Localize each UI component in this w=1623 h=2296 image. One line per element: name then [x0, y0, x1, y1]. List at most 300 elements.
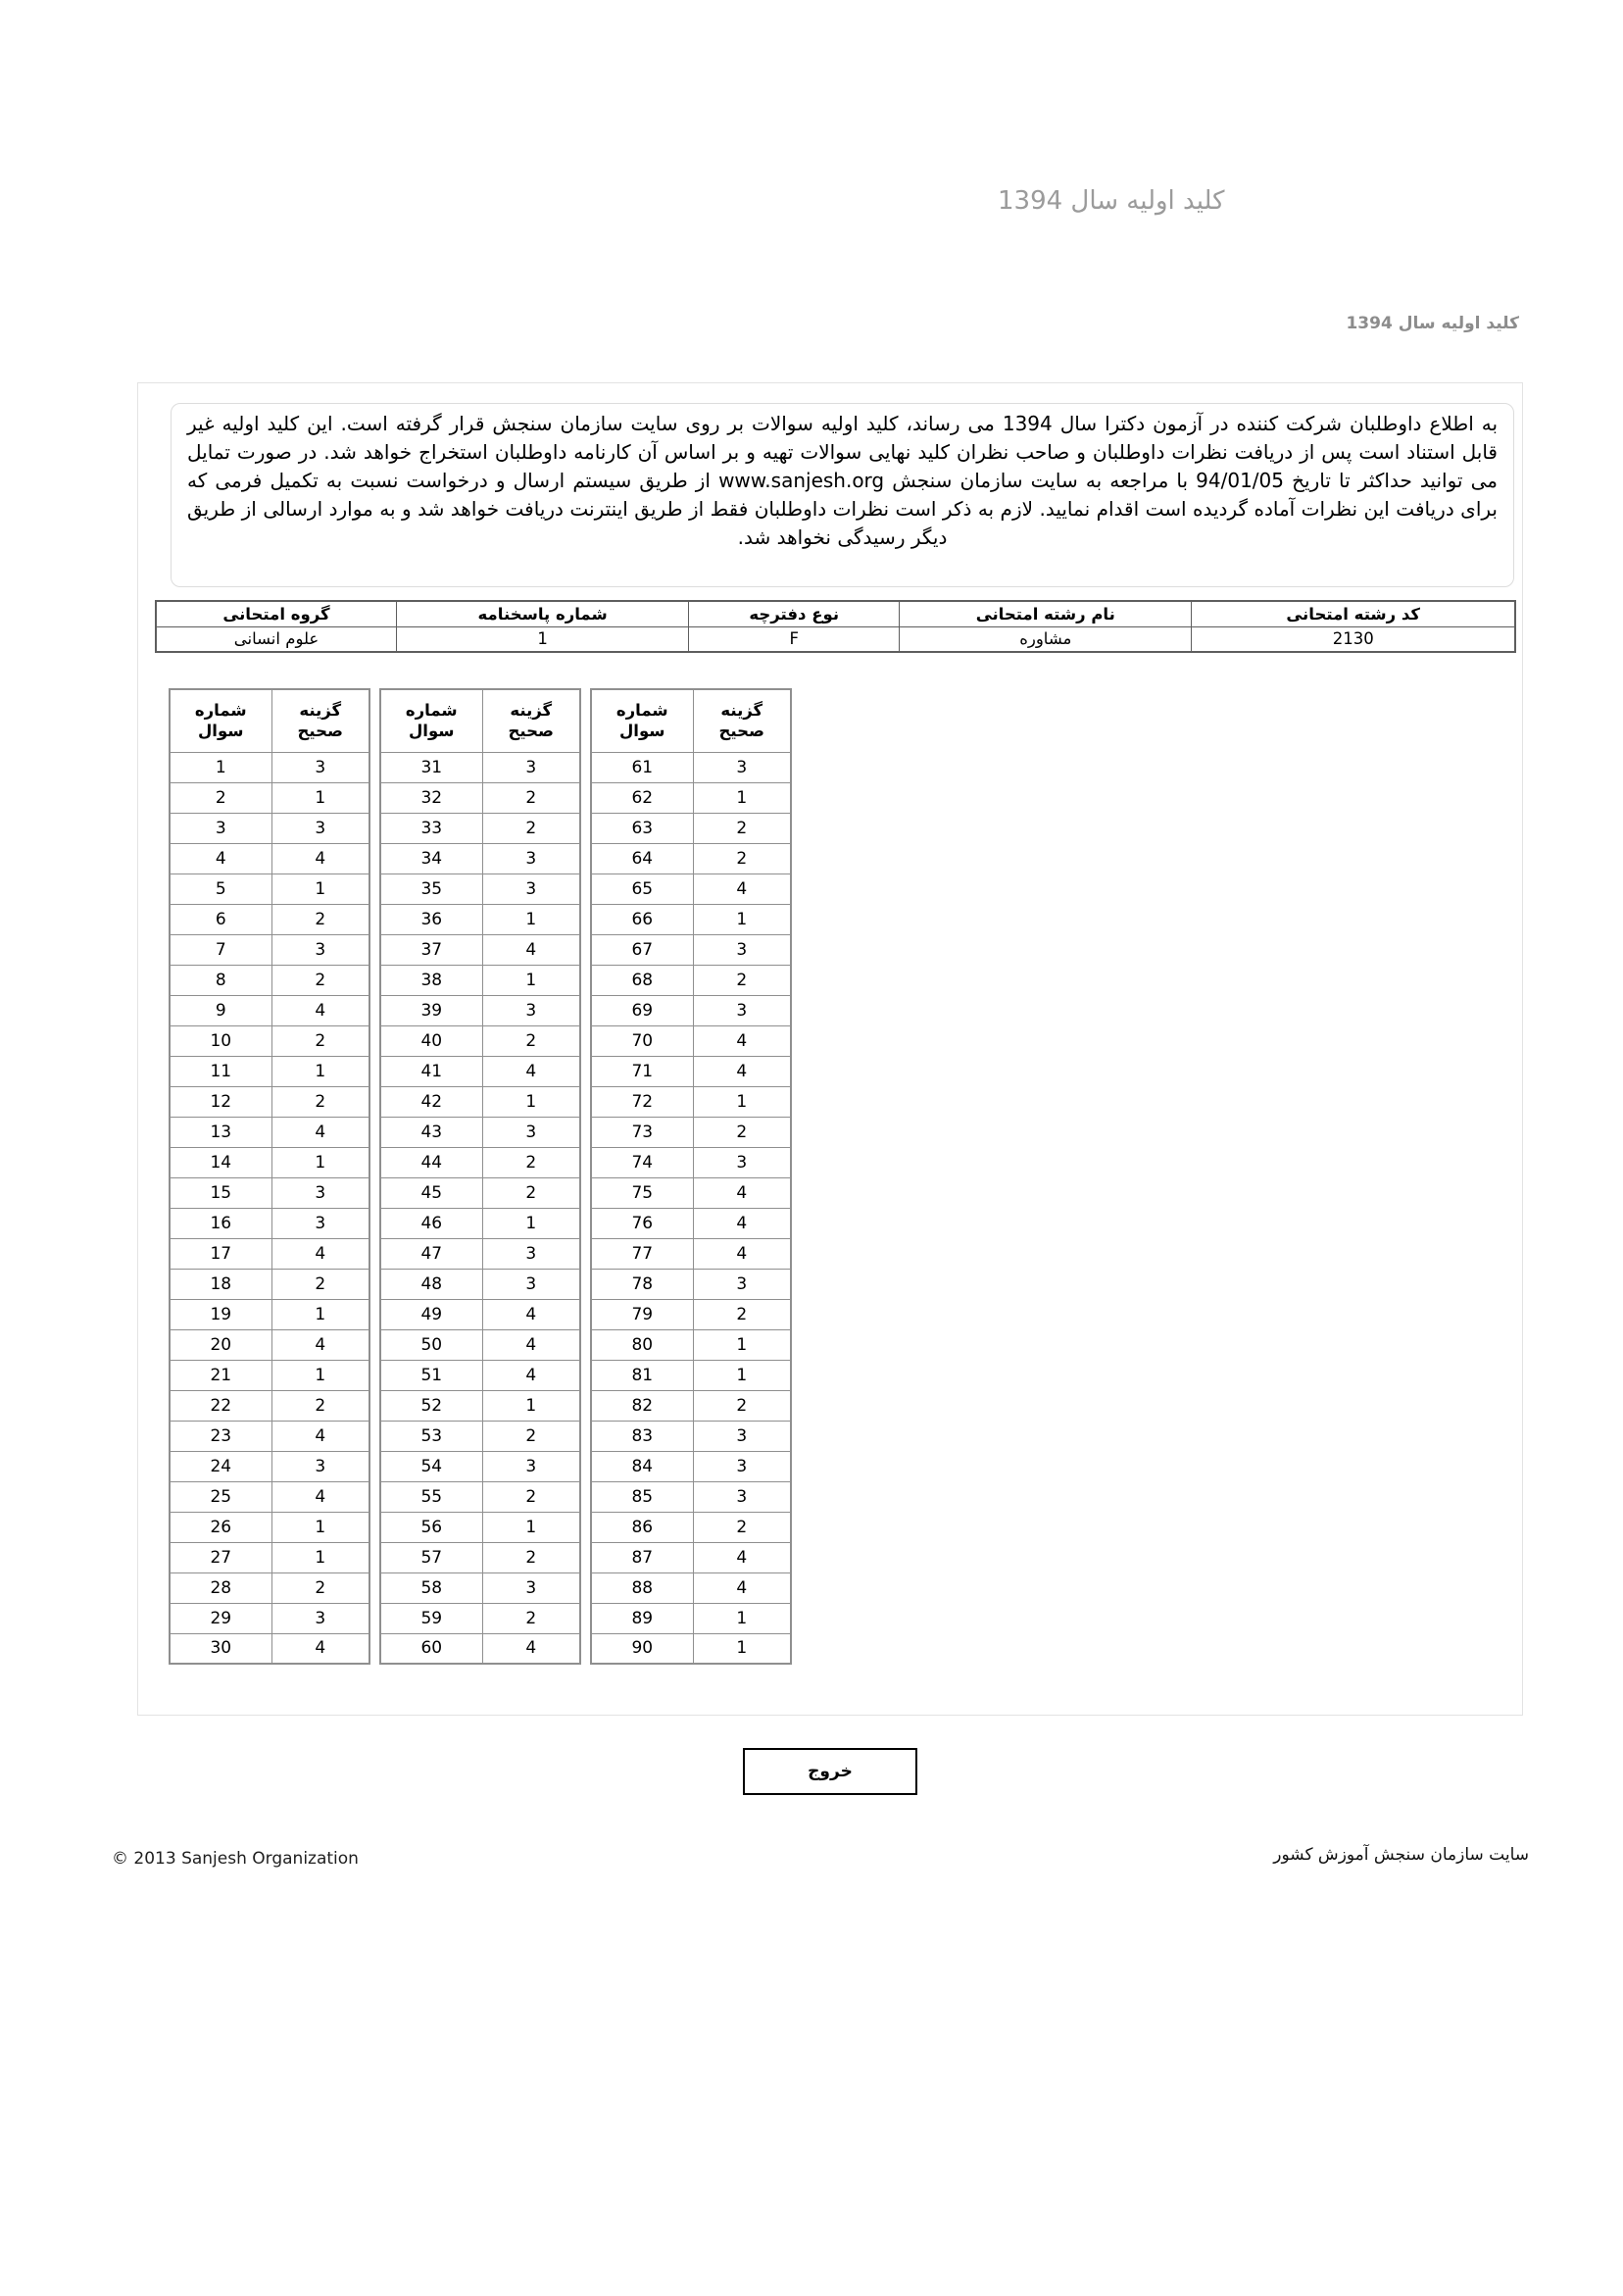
correct-option-cell: 1	[693, 1329, 791, 1360]
answer-row	[380, 1147, 580, 1177]
question-number-cell: 65	[591, 873, 693, 904]
answer-row	[170, 1421, 369, 1451]
question-number-cell: 59	[380, 1603, 482, 1633]
question-number-cell: 43	[380, 1117, 482, 1147]
answer-row	[591, 1572, 791, 1603]
question-number-cell: 38	[380, 965, 482, 995]
correct-option-cell: 3	[271, 813, 369, 843]
exam-info-header-booklet: نوع دفترچه	[689, 601, 900, 626]
correct-option-cell: 4	[693, 1238, 791, 1269]
correct-option-cell: 3	[482, 1117, 580, 1147]
correct-option-cell: 3	[482, 1572, 580, 1603]
question-number-cell: 84	[591, 1451, 693, 1481]
answer-row	[380, 1238, 580, 1269]
answer-row	[170, 1299, 369, 1329]
question-number-cell: 60	[380, 1633, 482, 1664]
question-number-cell: 69	[591, 995, 693, 1025]
correct-option-cell: 2	[482, 1421, 580, 1451]
correct-option-cell: 3	[482, 995, 580, 1025]
question-number-cell: 49	[380, 1299, 482, 1329]
question-number-cell: 8	[170, 965, 271, 995]
answer-row	[591, 843, 791, 873]
question-number-cell: 82	[591, 1390, 693, 1421]
question-number-cell: 29	[170, 1603, 271, 1633]
correct-option-cell: 3	[482, 1269, 580, 1299]
answer-row	[591, 1177, 791, 1208]
question-number-cell: 4	[170, 843, 271, 873]
answer-key-table-2	[379, 688, 581, 1665]
question-number-cell: 21	[170, 1360, 271, 1390]
question-number-header: شماره سوال	[170, 689, 271, 752]
question-number-cell: 36	[380, 904, 482, 934]
question-number-cell: 44	[380, 1147, 482, 1177]
answer-row	[591, 1481, 791, 1512]
correct-option-cell: 1	[271, 1542, 369, 1572]
correct-option-cell: 3	[693, 1451, 791, 1481]
question-number-cell: 68	[591, 965, 693, 995]
question-number-cell: 79	[591, 1299, 693, 1329]
correct-option-cell: 3	[693, 1269, 791, 1299]
answer-row	[380, 1481, 580, 1512]
answer-row	[591, 1147, 791, 1177]
answer-row	[170, 1208, 369, 1238]
answer-row	[170, 1025, 369, 1056]
question-number-cell: 35	[380, 873, 482, 904]
answer-row	[380, 1542, 580, 1572]
question-number-cell: 6	[170, 904, 271, 934]
answer-row	[380, 1360, 580, 1390]
correct-option-cell: 3	[693, 1147, 791, 1177]
correct-option-cell: 2	[271, 1269, 369, 1299]
correct-option-cell: 1	[482, 1086, 580, 1117]
question-number-cell: 40	[380, 1025, 482, 1056]
footer-copyright: © 2013 Sanjesh Organization	[112, 1849, 359, 1869]
answer-row	[591, 813, 791, 843]
question-number-cell: 24	[170, 1451, 271, 1481]
answer-row	[591, 1603, 791, 1633]
answer-row	[380, 1633, 580, 1664]
answer-row	[591, 752, 791, 782]
correct-option-cell: 1	[271, 782, 369, 813]
answer-row	[380, 965, 580, 995]
correct-option-cell: 2	[271, 1086, 369, 1117]
answer-row	[170, 813, 369, 843]
question-number-cell: 20	[170, 1329, 271, 1360]
correct-option-cell: 2	[693, 843, 791, 873]
correct-option-cell: 3	[482, 843, 580, 873]
answer-row	[170, 1512, 369, 1542]
question-number-cell: 17	[170, 1238, 271, 1269]
correct-option-cell: 3	[271, 1451, 369, 1481]
question-number-cell: 64	[591, 843, 693, 873]
correct-option-cell: 2	[482, 1542, 580, 1572]
correct-option-cell: 2	[482, 1603, 580, 1633]
question-number-cell: 27	[170, 1542, 271, 1572]
answer-row	[170, 1329, 369, 1360]
notice-box	[171, 403, 1514, 587]
correct-option-cell: 1	[693, 1633, 791, 1664]
correct-option-cell: 2	[482, 1177, 580, 1208]
question-number-cell: 85	[591, 1481, 693, 1512]
question-number-cell: 34	[380, 843, 482, 873]
answer-row	[380, 934, 580, 965]
question-number-cell: 71	[591, 1056, 693, 1086]
question-number-cell: 13	[170, 1117, 271, 1147]
answer-row	[170, 873, 369, 904]
correct-option-cell: 4	[271, 995, 369, 1025]
correct-option-cell: 4	[271, 1117, 369, 1147]
answer-row	[380, 1299, 580, 1329]
answer-row	[170, 843, 369, 873]
exam-info-value-sheet: 1	[397, 626, 689, 652]
exam-info-value-group: علوم انسانی	[156, 626, 397, 652]
question-number-cell: 89	[591, 1603, 693, 1633]
answer-row	[380, 995, 580, 1025]
correct-option-cell: 2	[693, 1512, 791, 1542]
question-number-cell: 39	[380, 995, 482, 1025]
correct-option-header: گزینه صحیح	[482, 689, 580, 752]
answer-row	[380, 1451, 580, 1481]
question-number-cell: 9	[170, 995, 271, 1025]
correct-option-cell: 3	[271, 752, 369, 782]
correct-option-cell: 1	[693, 904, 791, 934]
answer-row	[591, 1238, 791, 1269]
correct-option-cell: 3	[693, 752, 791, 782]
answer-row	[591, 965, 791, 995]
question-number-cell: 53	[380, 1421, 482, 1451]
question-number-cell: 18	[170, 1269, 271, 1299]
answer-row	[380, 1117, 580, 1147]
exam-info-header-group: گروه امتحانی	[156, 601, 397, 626]
answer-row	[591, 934, 791, 965]
question-number-cell: 58	[380, 1572, 482, 1603]
correct-option-cell: 4	[482, 1360, 580, 1390]
question-number-cell: 55	[380, 1481, 482, 1512]
question-number-cell: 2	[170, 782, 271, 813]
answer-row	[380, 1512, 580, 1542]
correct-option-cell: 3	[271, 934, 369, 965]
question-number-cell: 66	[591, 904, 693, 934]
correct-option-cell: 1	[271, 1360, 369, 1390]
correct-option-cell: 1	[482, 965, 580, 995]
question-number-cell: 30	[170, 1633, 271, 1664]
answer-row	[380, 1329, 580, 1360]
correct-option-header: گزینه صحیح	[693, 689, 791, 752]
correct-option-cell: 1	[271, 1299, 369, 1329]
correct-option-cell: 1	[482, 1208, 580, 1238]
answer-row	[170, 1238, 369, 1269]
question-number-cell: 46	[380, 1208, 482, 1238]
answer-row	[170, 782, 369, 813]
exam-info-table	[155, 600, 1516, 653]
answer-row	[380, 904, 580, 934]
question-number-cell: 57	[380, 1542, 482, 1572]
correct-option-cell: 1	[271, 873, 369, 904]
correct-option-cell: 3	[693, 995, 791, 1025]
question-number-cell: 28	[170, 1572, 271, 1603]
content-panel	[137, 382, 1523, 1716]
answer-row	[591, 1542, 791, 1572]
correct-option-cell: 2	[482, 813, 580, 843]
question-number-cell: 10	[170, 1025, 271, 1056]
exam-info-value-field: مشاوره	[900, 626, 1192, 652]
question-number-cell: 19	[170, 1299, 271, 1329]
answer-row	[591, 1451, 791, 1481]
correct-option-cell: 4	[693, 1208, 791, 1238]
button-row	[137, 1748, 1523, 1795]
answer-key-section	[169, 688, 1522, 1665]
answer-row	[380, 1177, 580, 1208]
answer-row	[591, 904, 791, 934]
question-number-cell: 90	[591, 1633, 693, 1664]
correct-option-cell: 2	[271, 1025, 369, 1056]
correct-option-cell: 4	[693, 1025, 791, 1056]
correct-option-cell: 2	[693, 1117, 791, 1147]
answer-row	[591, 1421, 791, 1451]
answer-row	[170, 1360, 369, 1390]
question-number-cell: 41	[380, 1056, 482, 1086]
answer-row	[170, 1086, 369, 1117]
question-number-cell: 22	[170, 1390, 271, 1421]
question-number-cell: 12	[170, 1086, 271, 1117]
answer-row	[591, 1512, 791, 1542]
correct-option-cell: 4	[482, 1633, 580, 1664]
correct-option-cell: 3	[271, 1208, 369, 1238]
answer-row	[380, 843, 580, 873]
correct-option-cell: 4	[271, 1481, 369, 1512]
question-number-cell: 14	[170, 1147, 271, 1177]
exam-info-value-code: 2130	[1192, 626, 1515, 652]
correct-option-cell: 2	[693, 813, 791, 843]
exam-info-header-code: کد رشته امتحانی	[1192, 601, 1515, 626]
question-number-cell: 16	[170, 1208, 271, 1238]
correct-option-cell: 4	[271, 1421, 369, 1451]
correct-option-cell: 2	[271, 904, 369, 934]
correct-option-cell: 4	[693, 1542, 791, 1572]
question-number-cell: 48	[380, 1269, 482, 1299]
correct-option-cell: 1	[271, 1056, 369, 1086]
correct-option-cell: 2	[693, 965, 791, 995]
answer-row	[380, 873, 580, 904]
correct-option-cell: 1	[482, 1390, 580, 1421]
question-number-cell: 72	[591, 1086, 693, 1117]
question-number-cell: 56	[380, 1512, 482, 1542]
correct-option-cell: 4	[271, 1329, 369, 1360]
question-number-cell: 47	[380, 1238, 482, 1269]
question-number-cell: 54	[380, 1451, 482, 1481]
answer-row	[170, 1177, 369, 1208]
correct-option-cell: 1	[693, 782, 791, 813]
question-number-cell: 25	[170, 1481, 271, 1512]
correct-option-cell: 2	[482, 1025, 580, 1056]
answer-row	[591, 1086, 791, 1117]
answer-row	[591, 1329, 791, 1360]
correct-option-cell: 3	[482, 1238, 580, 1269]
answer-row	[380, 1421, 580, 1451]
correct-option-cell: 4	[271, 1633, 369, 1664]
answer-row	[170, 752, 369, 782]
exam-info-header-field: نام رشته امتحانی	[900, 601, 1192, 626]
answer-row	[170, 995, 369, 1025]
question-number-cell: 75	[591, 1177, 693, 1208]
question-number-cell: 33	[380, 813, 482, 843]
correct-option-cell: 1	[693, 1360, 791, 1390]
question-number-cell: 51	[380, 1360, 482, 1390]
question-number-cell: 42	[380, 1086, 482, 1117]
answer-row	[170, 1269, 369, 1299]
footer-site-name: سایت سازمان سنجش آموزش کشور	[1273, 1845, 1529, 1865]
answer-header-row	[591, 689, 791, 752]
exit-button[interactable]: خروج	[743, 1748, 917, 1795]
correct-option-cell: 3	[693, 934, 791, 965]
correct-option-cell: 2	[482, 1147, 580, 1177]
answer-row	[380, 1269, 580, 1299]
correct-option-cell: 3	[693, 1421, 791, 1451]
panel-heading: کلید اولیه سال 1394	[1346, 314, 1519, 333]
answer-key-table-1	[169, 688, 370, 1665]
question-number-cell: 37	[380, 934, 482, 965]
question-number-cell: 7	[170, 934, 271, 965]
question-number-cell: 45	[380, 1177, 482, 1208]
question-number-cell: 23	[170, 1421, 271, 1451]
correct-option-cell: 3	[482, 873, 580, 904]
correct-option-cell: 1	[271, 1147, 369, 1177]
correct-option-cell: 4	[482, 934, 580, 965]
answer-key-table-3	[590, 688, 792, 1665]
correct-option-cell: 3	[271, 1603, 369, 1633]
answer-row	[380, 1208, 580, 1238]
answer-row	[591, 1208, 791, 1238]
question-number-cell: 70	[591, 1025, 693, 1056]
answer-row	[170, 1572, 369, 1603]
answer-row	[380, 1056, 580, 1086]
answer-row	[591, 995, 791, 1025]
answer-row	[170, 904, 369, 934]
question-number-cell: 80	[591, 1329, 693, 1360]
notice-text: به اطلاع داوطلبان شرکت کننده در آزمون دکترا سال 1394 می رساند، کلید اولیه سوالات بر روی سایت سازمان سنجش قرار گرفته است. این کلید اولیه غیر قابل استناد است پس از دریافت نظرات داوطلبان و صاحب نظران کلید نهایی سوالات تهیه و بر اساس آن کارنامه داوطلبان استخراج خواهد شد. در صورت تمایل می توانید حداکثر تا تاریخ 94/01/05 با مراجعه به سایت سازمان سنجش www.sanjesh.org از طریق سیستم ارسال و درخواست نسبت به تکمیل فرمی که برای دریافت این نظرات آماده گردیده است اقدام نمایید. لازم به ذکر است نظرات داوطلبان فقط از طریق اینترنت دریافت خواهد شد و به موارد ارسالی از طریق دیگر رسیدگی نخواهد شد.	[187, 412, 1499, 549]
question-number-cell: 86	[591, 1512, 693, 1542]
correct-option-cell: 1	[482, 1512, 580, 1542]
question-number-cell: 87	[591, 1542, 693, 1572]
question-number-cell: 67	[591, 934, 693, 965]
answer-row	[591, 1299, 791, 1329]
correct-option-cell: 3	[482, 752, 580, 782]
question-number-cell: 52	[380, 1390, 482, 1421]
correct-option-cell: 4	[271, 1238, 369, 1269]
correct-option-cell: 4	[482, 1056, 580, 1086]
question-number-cell: 81	[591, 1360, 693, 1390]
correct-option-cell: 2	[482, 782, 580, 813]
answer-row	[170, 1603, 369, 1633]
answer-row	[591, 1269, 791, 1299]
correct-option-cell: 2	[693, 1390, 791, 1421]
correct-option-cell: 4	[693, 1056, 791, 1086]
answer-row	[380, 1086, 580, 1117]
answer-row	[591, 1390, 791, 1421]
question-number-cell: 11	[170, 1056, 271, 1086]
answer-row	[380, 1603, 580, 1633]
exam-info-header-row	[156, 601, 1515, 626]
answer-header-row	[170, 689, 369, 752]
question-number-header: شماره سوال	[380, 689, 482, 752]
question-number-cell: 77	[591, 1238, 693, 1269]
answer-row	[591, 1633, 791, 1664]
answer-row	[170, 965, 369, 995]
answer-row	[380, 1390, 580, 1421]
correct-option-cell: 2	[271, 965, 369, 995]
question-number-cell: 62	[591, 782, 693, 813]
question-number-cell: 73	[591, 1117, 693, 1147]
correct-option-cell: 4	[482, 1329, 580, 1360]
correct-option-cell: 1	[693, 1086, 791, 1117]
answer-row	[380, 752, 580, 782]
correct-option-cell: 1	[271, 1512, 369, 1542]
answer-row	[170, 1542, 369, 1572]
question-number-header: شماره سوال	[591, 689, 693, 752]
question-number-cell: 88	[591, 1572, 693, 1603]
correct-option-cell: 4	[271, 843, 369, 873]
answer-row	[591, 1025, 791, 1056]
answer-row	[591, 1117, 791, 1147]
correct-option-cell: 3	[271, 1177, 369, 1208]
answer-row	[170, 1390, 369, 1421]
answer-row	[170, 1481, 369, 1512]
exam-info-header-sheet: شماره پاسخنامه	[397, 601, 689, 626]
question-number-cell: 63	[591, 813, 693, 843]
question-number-cell: 31	[380, 752, 482, 782]
question-number-cell: 1	[170, 752, 271, 782]
correct-option-cell: 4	[693, 1177, 791, 1208]
answer-row	[170, 934, 369, 965]
answer-row	[170, 1633, 369, 1664]
answer-row	[380, 813, 580, 843]
answer-row	[380, 782, 580, 813]
question-number-cell: 74	[591, 1147, 693, 1177]
answer-row	[380, 1025, 580, 1056]
exam-info-value-booklet: F	[689, 626, 900, 652]
answer-row	[170, 1147, 369, 1177]
answer-row	[591, 1360, 791, 1390]
question-number-cell: 83	[591, 1421, 693, 1451]
correct-option-cell: 4	[693, 873, 791, 904]
answer-row	[380, 1572, 580, 1603]
correct-option-header: گزینه صحیح	[271, 689, 369, 752]
answer-row	[170, 1056, 369, 1086]
exam-info-value-row	[156, 626, 1515, 652]
answer-row	[170, 1117, 369, 1147]
correct-option-cell: 4	[693, 1572, 791, 1603]
correct-option-cell: 4	[482, 1299, 580, 1329]
answer-row	[591, 782, 791, 813]
correct-option-cell: 2	[693, 1299, 791, 1329]
answer-row	[170, 1451, 369, 1481]
correct-option-cell: 3	[693, 1481, 791, 1512]
question-number-cell: 5	[170, 873, 271, 904]
answer-row	[591, 873, 791, 904]
answer-header-row	[380, 689, 580, 752]
question-number-cell: 78	[591, 1269, 693, 1299]
correct-option-cell: 1	[482, 904, 580, 934]
answer-row	[591, 1056, 791, 1086]
correct-option-cell: 2	[271, 1390, 369, 1421]
correct-option-cell: 1	[693, 1603, 791, 1633]
print-header-title: کلید اولیه سال 1394	[998, 186, 1225, 216]
question-number-cell: 15	[170, 1177, 271, 1208]
question-number-cell: 26	[170, 1512, 271, 1542]
question-number-cell: 61	[591, 752, 693, 782]
correct-option-cell: 2	[482, 1481, 580, 1512]
question-number-cell: 76	[591, 1208, 693, 1238]
